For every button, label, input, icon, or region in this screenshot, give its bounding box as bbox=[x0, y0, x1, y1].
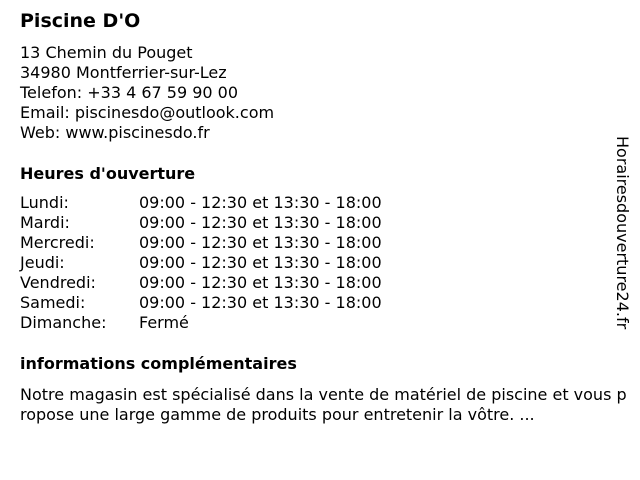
opening-hours-heading: Heures d'ouverture bbox=[20, 164, 196, 183]
day-label: Mercredi: bbox=[20, 233, 95, 252]
day-hours: 09:00 - 12:30 et 13:30 - 18:00 bbox=[139, 213, 382, 232]
day-hours: 09:00 - 12:30 et 13:30 - 18:00 bbox=[139, 253, 382, 272]
day-label: Dimanche: bbox=[20, 313, 107, 332]
day-hours: 09:00 - 12:30 et 13:30 - 18:00 bbox=[139, 233, 382, 252]
day-label: Mardi: bbox=[20, 213, 70, 232]
business-name: Piscine D'O bbox=[20, 10, 141, 32]
site-watermark: Horairesdouverture24.fr bbox=[613, 136, 632, 330]
day-hours: 09:00 - 12:30 et 13:30 - 18:00 bbox=[139, 273, 382, 292]
address-city: 34980 Montferrier-sur-Lez bbox=[20, 63, 227, 82]
day-hours: Fermé bbox=[139, 313, 189, 332]
day-label: Jeudi: bbox=[20, 253, 65, 272]
day-label: Vendredi: bbox=[20, 273, 96, 292]
phone-number: Telefon: +33 4 67 59 90 00 bbox=[20, 83, 239, 102]
day-label: Samedi: bbox=[20, 293, 86, 312]
day-hours: 09:00 - 12:30 et 13:30 - 18:00 bbox=[139, 193, 382, 212]
day-hours: 09:00 - 12:30 et 13:30 - 18:00 bbox=[139, 293, 382, 312]
address-street: 13 Chemin du Pouget bbox=[20, 43, 193, 62]
contact-block bbox=[20, 43, 274, 143]
additional-info-text: Notre magasin est spécialisé dans la vente de matériel de piscine et vous propose une large gamme de produits pour entretenir la vôtre. ... bbox=[20, 385, 627, 424]
website: Web: www.piscinesdo.fr bbox=[20, 123, 210, 142]
email-address: Email: piscinesdo@outlook.com bbox=[20, 103, 275, 122]
day-label: Lundi: bbox=[20, 193, 69, 212]
additional-info-heading: informations complémentaires bbox=[20, 354, 297, 373]
